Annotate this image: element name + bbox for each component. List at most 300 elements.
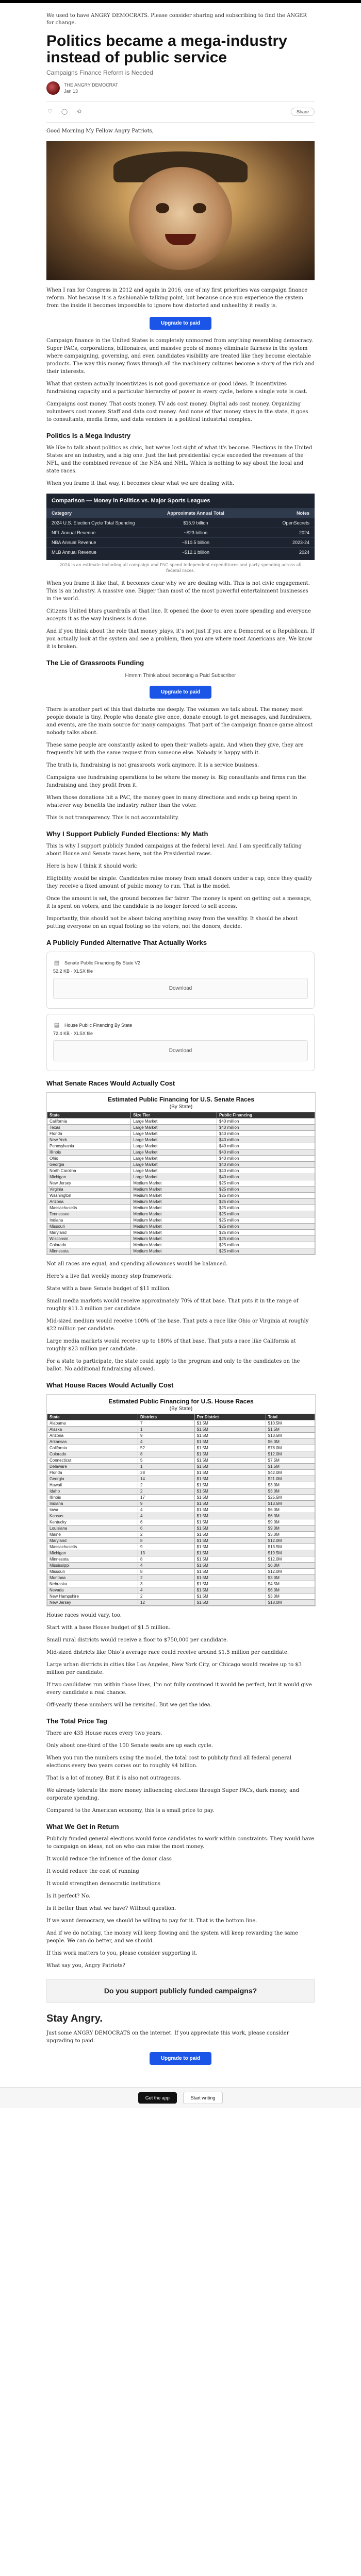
paragraph: Campaign finance in the United States is completely unmoored from anything resembling democracy. Super PACs, corporations, billionaires, and massive pools of money eliminate fairness in the system where campaigning, governing, and even candidates visibility are treated like they become electable products. The way this money flows through all the machinery cultures become a story of the rich and their interests.	[46, 338, 315, 375]
paragraph: If this work matters to you, please consider supporting it.	[46, 1951, 198, 1956]
table-cell: Alabama	[47, 1420, 138, 1427]
table-cell: $25 million	[217, 1199, 315, 1205]
paragraph: What that system actually incentivizes is not good governance or good ideas. It incentivizes fundraising capacity and a particular hierarchy of power in every cycle, before a single vote is cast.	[46, 381, 308, 395]
paragraph: This is not transparency. This is not accountability.	[46, 815, 179, 821]
table-cell: 17	[138, 1495, 195, 1501]
paragraph: Publicly funded general elections would force candidates to work within constraints. They would have to campaign on ideas, not on who can raise the most money.	[46, 1836, 315, 1850]
table-row	[47, 1458, 315, 1464]
table-cell: Large Market	[131, 1143, 217, 1149]
section-heading: The Lie of Grassroots Funding	[46, 659, 144, 667]
intro-note: We used to have ANGRY DEMOCRATS. Please consider sharing and subscribing to find the ANGER for change.	[46, 13, 307, 26]
restack-icon[interactable]: ⟲	[76, 108, 81, 115]
table-cell: Illinois	[47, 1495, 138, 1501]
table-cell: Montana	[47, 1575, 138, 1581]
table-cell: Connecticut	[47, 1458, 138, 1464]
table-row	[47, 1439, 315, 1445]
table-cell: Michigan	[47, 1174, 131, 1180]
paragraph: And if you think about the role that money plays, it’s not just if you are a Democrat or a Republican. If you actually look at the system and see a problem, then you are where most Americans are. We know it is broken.	[46, 629, 315, 650]
table-row	[47, 1248, 315, 1255]
header-cell: Public Financing	[217, 1112, 315, 1118]
table-cell: ~$10.5 billion	[182, 540, 210, 545]
table-cell: $12.0M	[266, 1556, 315, 1563]
table-row	[47, 1187, 315, 1193]
file-icon: ▤	[54, 1022, 60, 1028]
table-row	[47, 1242, 315, 1248]
paragraph: Off-yearly these numbers will be revisited. But we get the idea.	[46, 1702, 212, 1708]
table-cell: Medium Market	[131, 1242, 217, 1248]
table-cell: $25 million	[217, 1217, 315, 1224]
paragraph: Citizens United blurs guardrails at that line. It opened the door to even more spending and everyone accepts it as the way business is done.	[46, 608, 311, 622]
table-cell: $13.5M	[266, 1433, 315, 1439]
divider	[46, 122, 315, 123]
table-cell: Alaska	[47, 1427, 138, 1433]
table-cell: Massachusetts	[47, 1544, 138, 1550]
table-cell: NBA Annual Revenue	[52, 540, 96, 545]
table-cell: $1.5M	[194, 1587, 266, 1594]
header-cell: Per District	[194, 1414, 266, 1420]
table-cell: $1.5M	[194, 1513, 266, 1519]
post-title: Politics became a mega-industry instead of public service	[46, 32, 287, 66]
section-heading: The Total Price Tag	[46, 1717, 107, 1725]
table-cell: Large Market	[131, 1118, 217, 1125]
table-row	[47, 1594, 315, 1600]
table-cell: 4	[138, 1563, 195, 1569]
paragraph: And if we do nothing, the money will keep flowing and the system will keep rewarding the same people. We can do better, and we should.	[46, 1930, 298, 1944]
table-row	[47, 1544, 315, 1550]
table-cell: $3.0M	[266, 1532, 315, 1538]
table-cell: 2	[138, 1532, 195, 1538]
outro: Just some ANGRY DEMOCRATS on the internet. If you appreciate this work, please consider upgrading to paid.	[46, 2030, 289, 2044]
header-cell: Category	[52, 511, 72, 516]
hero-eye-shape	[193, 203, 206, 213]
table-row	[46, 518, 315, 528]
table-cell: $19.5M	[266, 1550, 315, 1556]
table-cell: $18.0M	[266, 1600, 315, 1606]
table-cell: $25.5M	[266, 1495, 315, 1501]
table-cell: Indiana	[47, 1217, 131, 1224]
table-cell: 4	[138, 1507, 195, 1513]
table-cell: Tennessee	[47, 1211, 131, 1217]
table-row	[47, 1470, 315, 1476]
table-cell: $25 million	[217, 1242, 315, 1248]
file-icon: ▤	[54, 959, 60, 966]
signoff: Stay Angry.	[46, 2013, 103, 2024]
paragraph: Is it better than what we have? Without question.	[46, 1906, 176, 1911]
table-row	[47, 1168, 315, 1174]
table-cell: NFL Annual Revenue	[52, 530, 96, 535]
table-cell: 52	[138, 1445, 195, 1451]
subscribe-quote: Hmmm Think about becoming a Paid Subscriber	[125, 673, 236, 679]
table-row	[47, 1433, 315, 1439]
table-cell: Florida	[47, 1470, 138, 1476]
table-row	[47, 1476, 315, 1482]
table-cell: Arizona	[47, 1199, 131, 1205]
table-cell: $1.5M	[194, 1544, 266, 1550]
table-row	[47, 1600, 315, 1606]
table-row	[47, 1427, 315, 1433]
upgrade-button[interactable]: Upgrade to paid	[150, 2052, 211, 2065]
table-cell: 9	[138, 1544, 195, 1550]
table-cell: 8	[138, 1556, 195, 1563]
table-row	[47, 1563, 315, 1569]
table-row	[47, 1501, 315, 1507]
table-cell: Minnesota	[47, 1248, 131, 1255]
table-cell: Medium Market	[131, 1224, 217, 1230]
heart-icon[interactable]: ♡	[47, 108, 53, 115]
start-writing-button[interactable]: Start writing	[183, 2092, 223, 2104]
table-cell: Medium Market	[131, 1205, 217, 1211]
table-cell: Medium Market	[131, 1180, 217, 1187]
table-cell: $1.5M	[194, 1594, 266, 1600]
table-cell: $25 million	[217, 1248, 315, 1255]
top-banner	[0, 0, 361, 3]
table-cell: $1.5M	[194, 1482, 266, 1488]
table-cell: $1.5M	[194, 1532, 266, 1538]
table-cell: $3.0M	[266, 1594, 315, 1600]
table-cell: $1.5M	[266, 1427, 315, 1433]
table-cell: 1	[138, 1464, 195, 1470]
comment-icon[interactable]: ◯	[61, 108, 68, 115]
table-row	[47, 1211, 315, 1217]
table-cell: $25 million	[217, 1187, 315, 1193]
table-cell: Minnesota	[47, 1556, 138, 1563]
table-cell: $15.9 billion	[183, 520, 208, 526]
table-cell: Medium Market	[131, 1236, 217, 1242]
table-cell: 8	[138, 1569, 195, 1575]
table-row	[47, 1156, 315, 1162]
table-cell: Arizona	[47, 1433, 138, 1439]
table-cell: $40 million	[217, 1125, 315, 1131]
file-meta: 52.2 KB · XLSX file	[53, 969, 93, 974]
table-cell: Large Market	[131, 1174, 217, 1180]
table-cell: 6	[138, 1526, 195, 1532]
paragraph: Campaigns cost money. That costs money. TV ads cost money. Digital ads cost money. Organizing volunteers cost money. Staff and data cost money. And none of that money stays in the state, it goes to consultants, media firms, and data vendors in a political industrial complex.	[46, 401, 308, 422]
table-cell: $40 million	[217, 1143, 315, 1149]
paragraph: This is why I support publicly funded campaigns at the federal level. And I am specifically talking about House and Senate races here, not the Presidential races.	[46, 843, 302, 857]
table-cell: $1.5M	[194, 1445, 266, 1451]
post-subtitle: Campaigns Finance Reform is Needed	[46, 69, 153, 76]
paragraph: We already tolerate the more money influencing elections through Super PACs, dark money, and corporate spending.	[46, 1788, 299, 1801]
poll-question: Do you support publicly funded campaigns?	[104, 1987, 257, 1995]
table-cell: $6.0M	[266, 1587, 315, 1594]
table-cell: OpenSecrets	[282, 520, 309, 526]
table-cell: $40 million	[217, 1137, 315, 1143]
paragraph: Eligibility would be simple. Candidates raise money from small donors under a cap; once they qualify they receive a fixed amount of public money to run. That is the model.	[46, 876, 313, 889]
file-row	[53, 1022, 308, 1029]
table-row	[47, 1569, 315, 1575]
table-cell: $1.5M	[194, 1458, 266, 1464]
table-caption: 2024 is an estimate including all campaign and PAC spend independent expenditures and party spending across all federal races.	[59, 563, 302, 573]
table-cell: $25 million	[217, 1224, 315, 1230]
table-cell: Florida	[47, 1131, 131, 1137]
header-cell: State	[47, 1414, 138, 1420]
hero-face-shape	[129, 167, 232, 270]
table-cell: Missouri	[47, 1224, 131, 1230]
table-cell: $6.0M	[266, 1513, 315, 1519]
table-cell: Massachusetts	[47, 1205, 131, 1211]
table-cell: $40 million	[217, 1162, 315, 1168]
table-cell: New Jersey	[47, 1180, 131, 1187]
table-cell: $1.5M	[194, 1420, 266, 1427]
paragraph: Only about one-third of the 100 Senate seats are up each cycle.	[46, 1743, 213, 1749]
table-cell: $9.0M	[266, 1526, 315, 1532]
table-subtitle: (By State)	[169, 1406, 193, 1412]
download-button[interactable]: Download	[53, 1040, 308, 1061]
table-cell: $1.5M	[194, 1581, 266, 1587]
table-row	[47, 1224, 315, 1230]
table-cell: Mississippi	[47, 1563, 138, 1569]
header-cell: Notes	[296, 511, 309, 516]
table-cell: $40 million	[217, 1131, 315, 1137]
table-cell: $40 million	[217, 1174, 315, 1180]
table-cell: $25 million	[217, 1236, 315, 1242]
table-cell: Pennsylvania	[47, 1143, 131, 1149]
table-cell: Delaware	[47, 1464, 138, 1470]
file-name[interactable]: House Public Financing By State	[64, 1023, 133, 1028]
table-cell: $13.5M	[266, 1501, 315, 1507]
table-cell: Georgia	[47, 1476, 138, 1482]
table-row	[47, 1532, 315, 1538]
table-cell: Illinois	[47, 1149, 131, 1156]
table-cell: $1.5M	[194, 1476, 266, 1482]
section-heading: What House Races Would Actually Cost	[46, 1381, 174, 1389]
paragraph: We like to talk about politics as civic, but we've lost sight of what it's become. Elections in the United States are an industry, and a big one. Just the last presidential cycle exceeded the revenues of the NFL, and the combined revenue of the NBA and NHL. Which is nothing to say about the local and state races.	[46, 445, 313, 474]
table-cell: $40 million	[217, 1118, 315, 1125]
file-attachment	[46, 1014, 315, 1071]
table-cell: Kansas	[47, 1513, 138, 1519]
table-row	[47, 1507, 315, 1513]
table-cell: $12.0M	[266, 1569, 315, 1575]
table-cell: $1.5M	[194, 1569, 266, 1575]
paragraph: Is it perfect? No.	[46, 1893, 91, 1899]
cta-wrap	[46, 317, 315, 330]
table-cell: ~$12.1 billion	[182, 550, 210, 555]
table-row	[47, 1420, 315, 1427]
file-attachment	[46, 952, 315, 1009]
upgrade-button[interactable]: Upgrade to paid	[150, 686, 211, 699]
table-cell: $1.5M	[194, 1488, 266, 1495]
table-cell: Large Market	[131, 1131, 217, 1137]
table-cell: Large Market	[131, 1125, 217, 1131]
table-cell: 14	[138, 1476, 195, 1482]
table-cell: 2	[138, 1594, 195, 1600]
file-row	[53, 959, 308, 967]
table-cell: $13.5M	[266, 1544, 315, 1550]
paragraph: Small rural districts would receive a floor to $750,000 per candidate.	[46, 1637, 228, 1643]
paragraph: It would reduce the cost of running	[46, 1869, 139, 1874]
table-row	[47, 1519, 315, 1526]
paragraph: Once the amount is set, the ground becomes far fairer. The money is spent on getting out a message, it is spent on voters, and the candidate is no longer forced to sell access.	[46, 896, 312, 909]
table-row	[46, 528, 315, 537]
table-cell: Medium Market	[131, 1193, 217, 1199]
paragraph: Campaigns use fundraising operations to be where the money is. Big consultants and firms run the fundraising and they profit from it.	[46, 775, 306, 788]
table-cell: 2	[138, 1482, 195, 1488]
table-cell: 9	[138, 1433, 195, 1439]
table-row	[47, 1230, 315, 1236]
table-cell: $1.5M	[194, 1550, 266, 1556]
table-cell: $1.5M	[194, 1495, 266, 1501]
table-row	[47, 1137, 315, 1143]
table-cell: $25 million	[217, 1211, 315, 1217]
paragraph: When you frame it like that, it becomes clear why we are dealing with. This is not civic engagement. This is an industry. A massive one. Bigger than most of the most powerful entertainment businesses in the world.	[46, 581, 310, 602]
paragraph: That is a lot of money. But it is also not outrageous.	[46, 1775, 182, 1781]
paragraph: Importantly, this should not be about taking anything away from the wealthy. It should be about putting everyone on an equal footing so the voters, not the donors, decide.	[46, 916, 298, 929]
table-cell: $1.5M	[194, 1575, 266, 1581]
section-heading: What Senate Races Would Actually Cost	[46, 1079, 175, 1087]
table-cell: California	[47, 1445, 138, 1451]
table-row	[47, 1205, 315, 1211]
table-row	[47, 1550, 315, 1556]
table-cell: $3.0M	[266, 1482, 315, 1488]
table-cell: 2024	[299, 550, 309, 555]
table-row	[47, 1193, 315, 1199]
get-app-button[interactable]: Get the app	[138, 2092, 177, 2104]
senate-table-image	[46, 1092, 316, 1255]
table-cell: 2023-24	[292, 540, 309, 545]
table-cell: New York	[47, 1137, 131, 1143]
paragraph: The truth is, fundraising is not grassroots work anymore. It is a service business.	[46, 762, 259, 768]
table-cell: $1.5M	[194, 1507, 266, 1513]
share-button[interactable]: Share	[291, 108, 315, 116]
table-cell: $25 million	[217, 1205, 315, 1211]
paragraph: Not all races are equal, and spending allowances would be balanced.	[46, 1261, 228, 1267]
table-cell: Large Market	[131, 1168, 217, 1174]
table-row	[47, 1199, 315, 1205]
action-bar	[46, 106, 315, 118]
table-row	[47, 1464, 315, 1470]
table-row	[46, 537, 315, 547]
table-cell: Maryland	[47, 1230, 131, 1236]
table-cell: 2	[138, 1488, 195, 1495]
paragraph: If two candidates run within those lines, I’m not fully convinced it would be perfect, but it would give every candidate a real chance.	[46, 1682, 312, 1696]
author-avatar[interactable]	[46, 81, 60, 95]
paragraph: Here is how I think it should work:	[46, 863, 138, 869]
file-name[interactable]: Senate Public Financing By State V2	[64, 960, 141, 965]
house-table-image	[46, 1394, 316, 1606]
table-cell: Colorado	[47, 1451, 138, 1458]
table-cell: Large Market	[131, 1137, 217, 1143]
table-cell: $1.5M	[194, 1556, 266, 1563]
table-cell: $1.5M	[194, 1427, 266, 1433]
paragraph: When you frame it that way, it becomes clear what we are dealing with.	[46, 481, 235, 486]
table-cell: Medium Market	[131, 1211, 217, 1217]
table-cell: 8	[138, 1451, 195, 1458]
table-cell: $40 million	[217, 1156, 315, 1162]
header-cell: Approximate Annual Total	[167, 511, 224, 516]
table-cell: Nevada	[47, 1587, 138, 1594]
table-cell: Idaho	[47, 1488, 138, 1495]
table-cell: $40 million	[217, 1168, 315, 1174]
paragraph: For a state to participate, the state could apply to the program and only to the candidates on the ballot. No additional fundraising allowed.	[46, 1359, 300, 1372]
hero-illustration	[46, 141, 315, 280]
table-cell: $40 million	[217, 1149, 315, 1156]
paragraph: It would reduce the influence of the donor class	[46, 1856, 172, 1862]
table-cell: Colorado	[47, 1242, 131, 1248]
table-cell: $1.5M	[194, 1526, 266, 1532]
table-cell: Ohio	[47, 1156, 131, 1162]
table-header-row	[46, 508, 315, 518]
table-cell: $1.5M	[266, 1464, 315, 1470]
table-cell: $12.0M	[266, 1538, 315, 1544]
table-cell: Wisconsin	[47, 1236, 131, 1242]
paragraph: Small media markets would receive approximately 70% of that base. That puts it in the range of roughly $11.3 million per candidate.	[46, 1298, 299, 1312]
table-cell: $78.0M	[266, 1445, 315, 1451]
paragraph: If we want democracy, we should be willing to pay for it. That is the bottom line.	[46, 1918, 257, 1924]
table-cell: 5	[138, 1458, 195, 1464]
table-header-row	[47, 1414, 315, 1420]
table-cell: Iowa	[47, 1507, 138, 1513]
paragraph: State with a base Senate budget of $11 million.	[46, 1286, 171, 1292]
table-cell: $3.0M	[266, 1575, 315, 1581]
section-heading: Politics Is a Mega Industry	[46, 432, 131, 439]
table-cell: $1.5M	[194, 1464, 266, 1470]
author-name[interactable]: THE ANGRY DEMOCRAT	[64, 82, 119, 88]
table-title: Estimated Public Financing for U.S. Senate Races	[107, 1096, 255, 1103]
header-cell: Size Tier	[131, 1112, 217, 1118]
table-cell: 28	[138, 1470, 195, 1476]
table-cell: $1.5M	[194, 1433, 266, 1439]
table-cell: 1	[138, 1427, 195, 1433]
table-cell: 2024 U.S. Election Cycle Total Spending	[52, 520, 135, 526]
table-cell: $4.5M	[266, 1581, 315, 1587]
table-cell: Maryland	[47, 1538, 138, 1544]
paragraph: Large media markets would receive up to 180% of that base. That puts a race like California at roughly $23 million per candidate.	[46, 1338, 296, 1352]
table-cell: Large Market	[131, 1162, 217, 1168]
table-cell: Arkansas	[47, 1439, 138, 1445]
table-cell: 12	[138, 1600, 195, 1606]
download-button[interactable]: Download	[53, 978, 308, 999]
table-cell: Hawaii	[47, 1482, 138, 1488]
table-cell: $1.5M	[194, 1600, 266, 1606]
table-row	[47, 1174, 315, 1180]
table-cell: $25 million	[217, 1193, 315, 1199]
table-row	[47, 1118, 315, 1125]
header-cell: State	[47, 1112, 131, 1118]
table-row	[47, 1587, 315, 1594]
table-row	[47, 1538, 315, 1544]
table-row	[47, 1556, 315, 1563]
table-row	[46, 547, 315, 557]
byline-text	[64, 82, 118, 94]
table-row	[47, 1149, 315, 1156]
paragraph: When you run the numbers using the model, the total cost to publicly fund all federal general elections every two years comes out to roughly $4 billion.	[46, 1755, 292, 1769]
table-row	[47, 1513, 315, 1519]
table-cell: $7.5M	[266, 1458, 315, 1464]
table-cell: Large Market	[131, 1156, 217, 1162]
table-row	[47, 1143, 315, 1149]
paragraph: House races would vary, too.	[46, 1613, 122, 1618]
table-cell: Medium Market	[131, 1230, 217, 1236]
table-cell: New Jersey	[47, 1600, 138, 1606]
table-cell: Medium Market	[131, 1217, 217, 1224]
upgrade-button[interactable]: Upgrade to paid	[150, 317, 211, 330]
table-row	[47, 1445, 315, 1451]
table-cell: $1.5M	[194, 1563, 266, 1569]
table-row	[47, 1236, 315, 1242]
table-cell: 4	[138, 1587, 195, 1594]
cta-wrap	[46, 2052, 315, 2065]
table-title: Estimated Public Financing for U.S. House Races	[108, 1398, 254, 1405]
paragraph: There are 435 House races every two years.	[46, 1731, 162, 1736]
table-cell: Virginia	[47, 1187, 131, 1193]
table-cell: $12.0M	[266, 1451, 315, 1458]
table-cell: $6.0M	[266, 1439, 315, 1445]
table-cell: North Carolina	[47, 1168, 131, 1174]
table-cell: $9.0M	[266, 1519, 315, 1526]
table-row	[47, 1495, 315, 1501]
file-meta: 72.4 KB · XLSX file	[53, 1031, 93, 1036]
hero-eye-shape	[156, 203, 169, 213]
